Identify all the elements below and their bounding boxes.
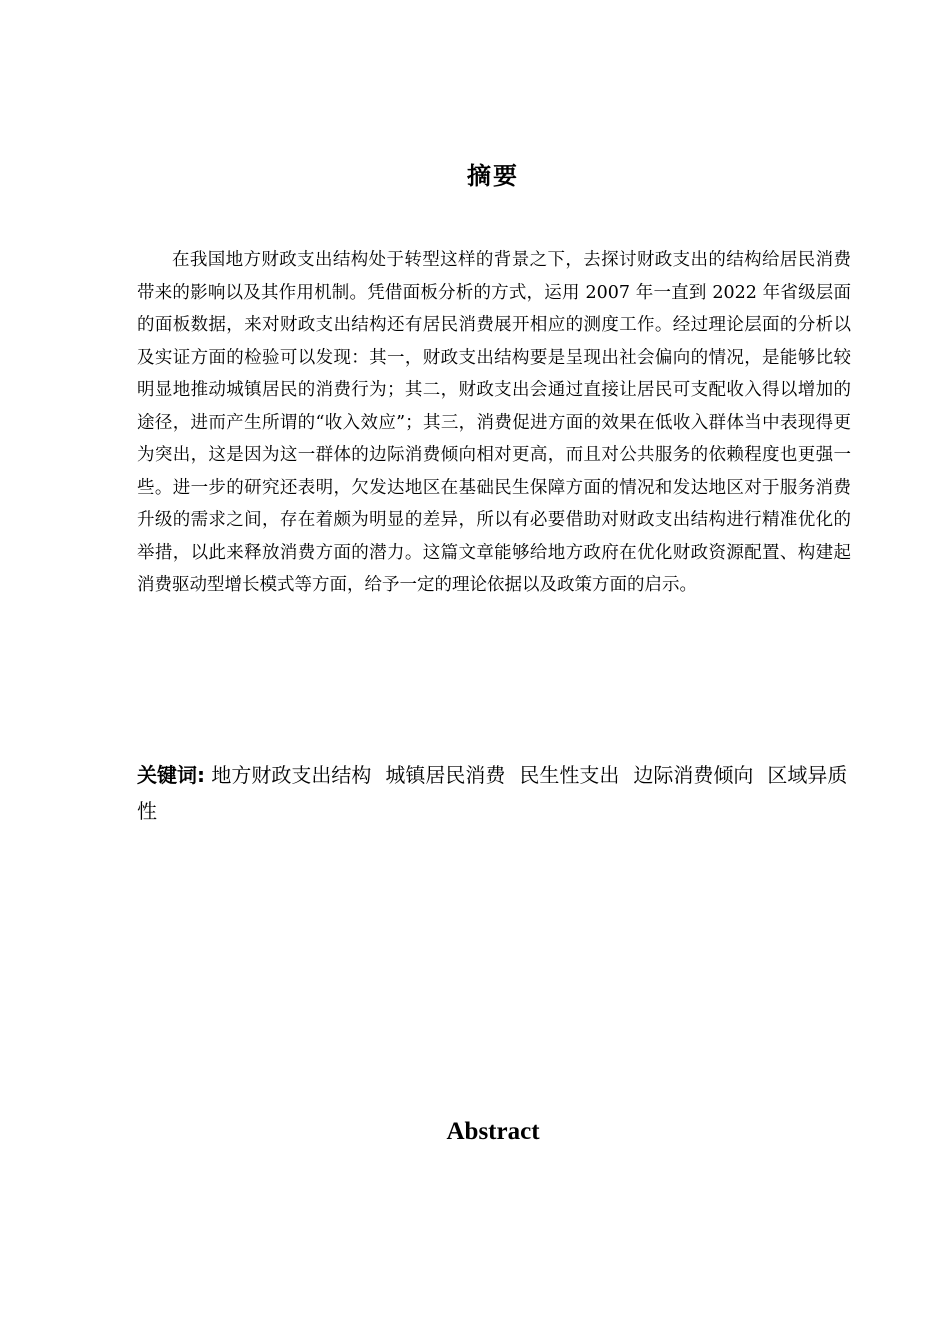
keywords-label: 关键词: — [137, 763, 205, 787]
english-abstract-heading: Abstract — [446, 1118, 540, 1145]
keyword-item: 区域异质性 — [137, 763, 848, 823]
keyword-item: 边际消费倾向 — [633, 763, 754, 787]
chinese-abstract-heading: 摘要 — [467, 162, 519, 190]
keywords-line — [137, 757, 857, 829]
keyword-item: 城镇居民消费 — [385, 763, 506, 787]
keyword-item: 地方财政支出结构 — [211, 763, 372, 787]
chinese-abstract-body: 在我国地方财政支出结构处于转型这样的背景之下，去探讨财政支出的结构给居民消费带来的影响以及其作用机制。凭借面板分析的方式，运用 2007 年一直到 2022 年省级层面的面板数据，来对财政支出结构还有居民消费展开相应的测度工作。经过理论层面的分析以及实证方面的检验可以发现：其一，财政支出结构要是呈现出社会偏向的情况，是能够比较明显地推动城镇居民的消费行为；其二，财政支出会通过直接让居民可支配收入得以增加的途径，进而产生所谓的“收入效应”；其三，消费促进方面的效果在低收入群体当中表现得更为突出，这是因为这一群体的边际消费倾向相对更高，而且对公共服务的依赖程度也更强一些。进一步的研究还表明，欠发达地区在基础民生保障方面的情况和发达地区对于服务消费升级的需求之间，存在着颇为明显的差异，所以有必要借助对财政支出结构进行精准优化的举措，以此来释放消费方面的潜力。这篇文章能够给地方政府在优化财政资源配置、构建起消费驱动型增长模式等方面，给予一定的理论依据以及政策方面的启示。 — [137, 250, 851, 595]
keyword-item: 民生性支出 — [519, 763, 620, 787]
